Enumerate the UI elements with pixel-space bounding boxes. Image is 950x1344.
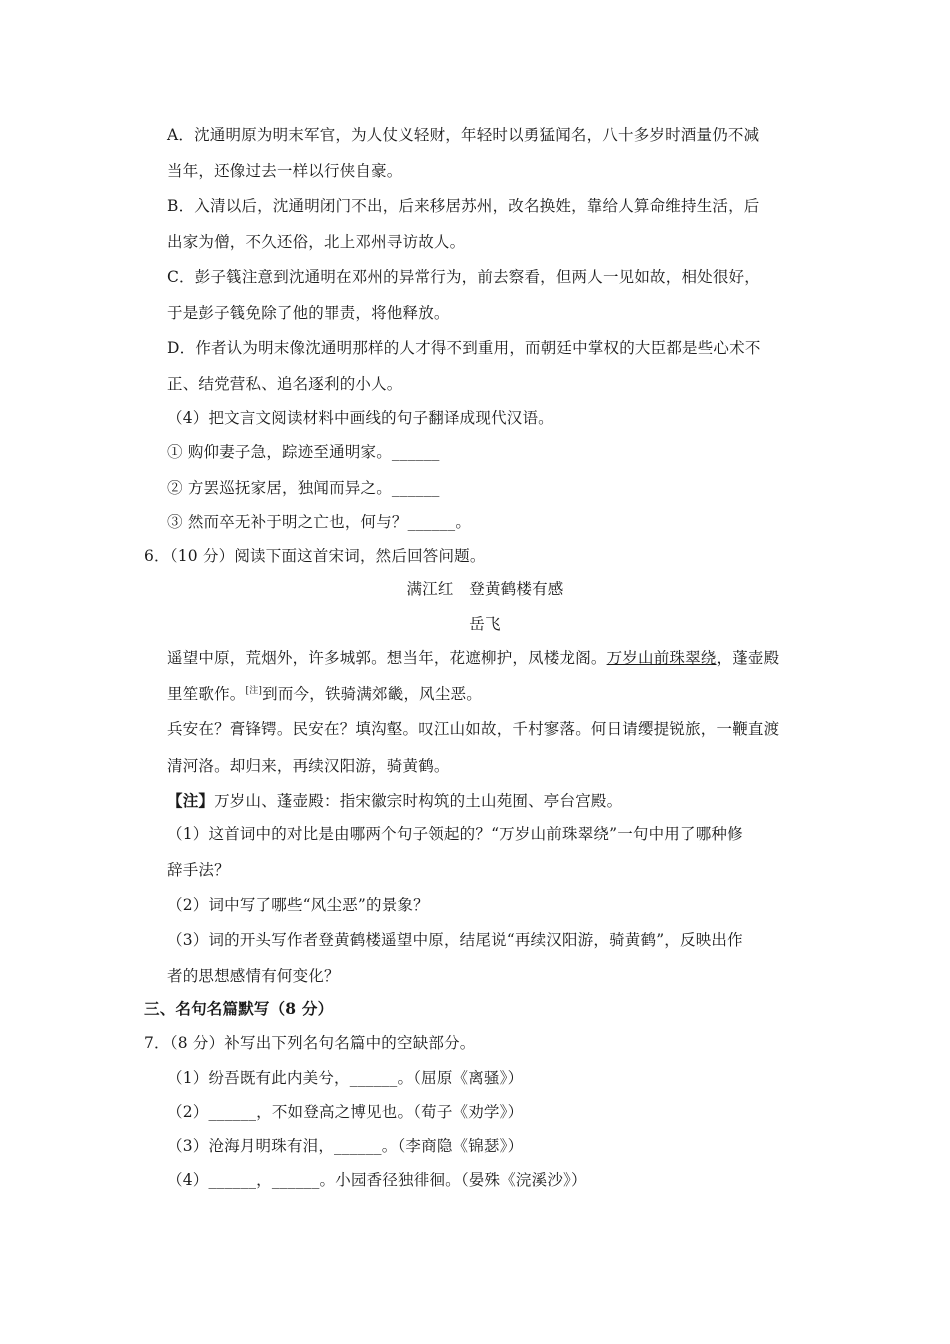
poem-line-3: 兵安在？膏锋锷。民安在？填沟壑。叹江山如故，千村寥落。何日请缨提锐旅，一鞭直渡	[167, 720, 780, 738]
q6-sub-1-line-2: 辞手法？	[167, 861, 230, 879]
option-d-line-2: 正、结党营私、追名逐利的小人。	[167, 375, 403, 393]
poem-line-1-text: 遥望中原，荒烟外，许多城郭。想当年，花遮柳护，凤楼龙阁。	[167, 649, 607, 667]
poem-title: 满江红 登黄鹤楼有感	[406, 580, 564, 598]
question-7-stem: 7．（8 分）补写出下列名句名篇中的空缺部分。	[144, 1034, 476, 1052]
fill-item-1: （1）纷吾既有此内美兮，______。（屈原《离骚》）	[167, 1069, 524, 1087]
section-heading: 三、名句名篇默写（8 分）	[144, 999, 334, 1018]
underlined-phrase: 万岁山前珠翠绕	[606, 649, 717, 667]
q6-sub-1-line-1: （1）这首词中的对比是由哪两个句子领起的？“万岁山前珠翠绕”一句中用了哪种修	[167, 825, 743, 843]
poem-line-1-tail: ，蓬壶殿	[716, 649, 780, 667]
fill-item-2: （2）______，不如登高之博见也。（荀子《劝学》）	[167, 1103, 524, 1121]
question-6-stem: 6．（10 分）阅读下面这首宋词，然后回答问题。	[144, 547, 486, 565]
q6-sub-3-line-2: 者的思想感情有何变化？	[167, 967, 340, 985]
poem-note	[167, 790, 622, 812]
poem-line-4: 清河洛。却归来，再续汉阳游，骑黄鹤。	[167, 757, 450, 775]
poem-line-2-tail: 到而今，铁骑满郊畿，风尘恶。	[262, 685, 482, 703]
poem-author: 岳飞	[469, 615, 501, 633]
option-b-line-2: 出家为僧，不久还俗，北上邓州寻访故人。	[167, 233, 466, 251]
option-b-line-1: B．入清以后，沈通明闭门不出，后来移居苏州，改名换姓，靠给人算命维持生活，后	[167, 197, 760, 215]
sub-question-4: （4）把文言文阅读材料中画线的句子翻译成现代汉语。	[167, 409, 554, 427]
option-d-line-1: D．作者认为明末像沈通明那样的人才得不到重用，而朝廷中掌权的大臣都是些心术不	[167, 339, 761, 357]
poem-line-1	[167, 647, 779, 669]
option-c-line-1: C．彭子篯注意到沈通明在邓州的异常行为，前去察看，但两人一见如故，相处很好，	[167, 268, 760, 286]
translate-sentence-1: ① 购仰妻子急，踪迹至通明家。______	[167, 443, 440, 461]
option-c-line-2: 于是彭子篯免除了他的罪责，将他释放。	[167, 304, 450, 322]
option-a-line-1: A．沈通明原为明末军官，为人仗义轻财，年轻时以勇猛闻名，八十多岁时酒量仍不减	[167, 126, 760, 144]
poem-line-2-text: 里笙歌作。	[167, 685, 246, 703]
fill-item-4: （4）______，______。小园香径独徘徊。（晏殊《浣溪沙》）	[167, 1171, 587, 1189]
note-text: 万岁山、蓬壶殿：指宋徽宗时构筑的土山苑囿、亭台宫殿。	[214, 792, 623, 810]
note-marker: [注]	[245, 685, 263, 696]
q6-sub-2: （2）词中写了哪些“风尘恶”的景象？	[167, 896, 429, 914]
note-tag: 【注】	[167, 791, 215, 810]
q6-sub-3-line-1: （3）词的开头写作者登黄鹤楼遥望中原，结尾说“再续汉阳游，骑黄鹤”，反映出作	[167, 931, 743, 949]
translate-sentence-2: ② 方罢巡抚家居，独闻而异之。______	[167, 479, 440, 497]
fill-item-3: （3）沧海月明珠有泪，______。（李商隐《锦瑟》）	[167, 1137, 524, 1155]
translate-sentence-3: ③ 然而卒无补于明之亡也，何与？______。	[167, 513, 472, 531]
poem-line-2	[167, 683, 482, 705]
option-a-line-2: 当年，还像过去一样以行侠自豪。	[167, 162, 403, 180]
